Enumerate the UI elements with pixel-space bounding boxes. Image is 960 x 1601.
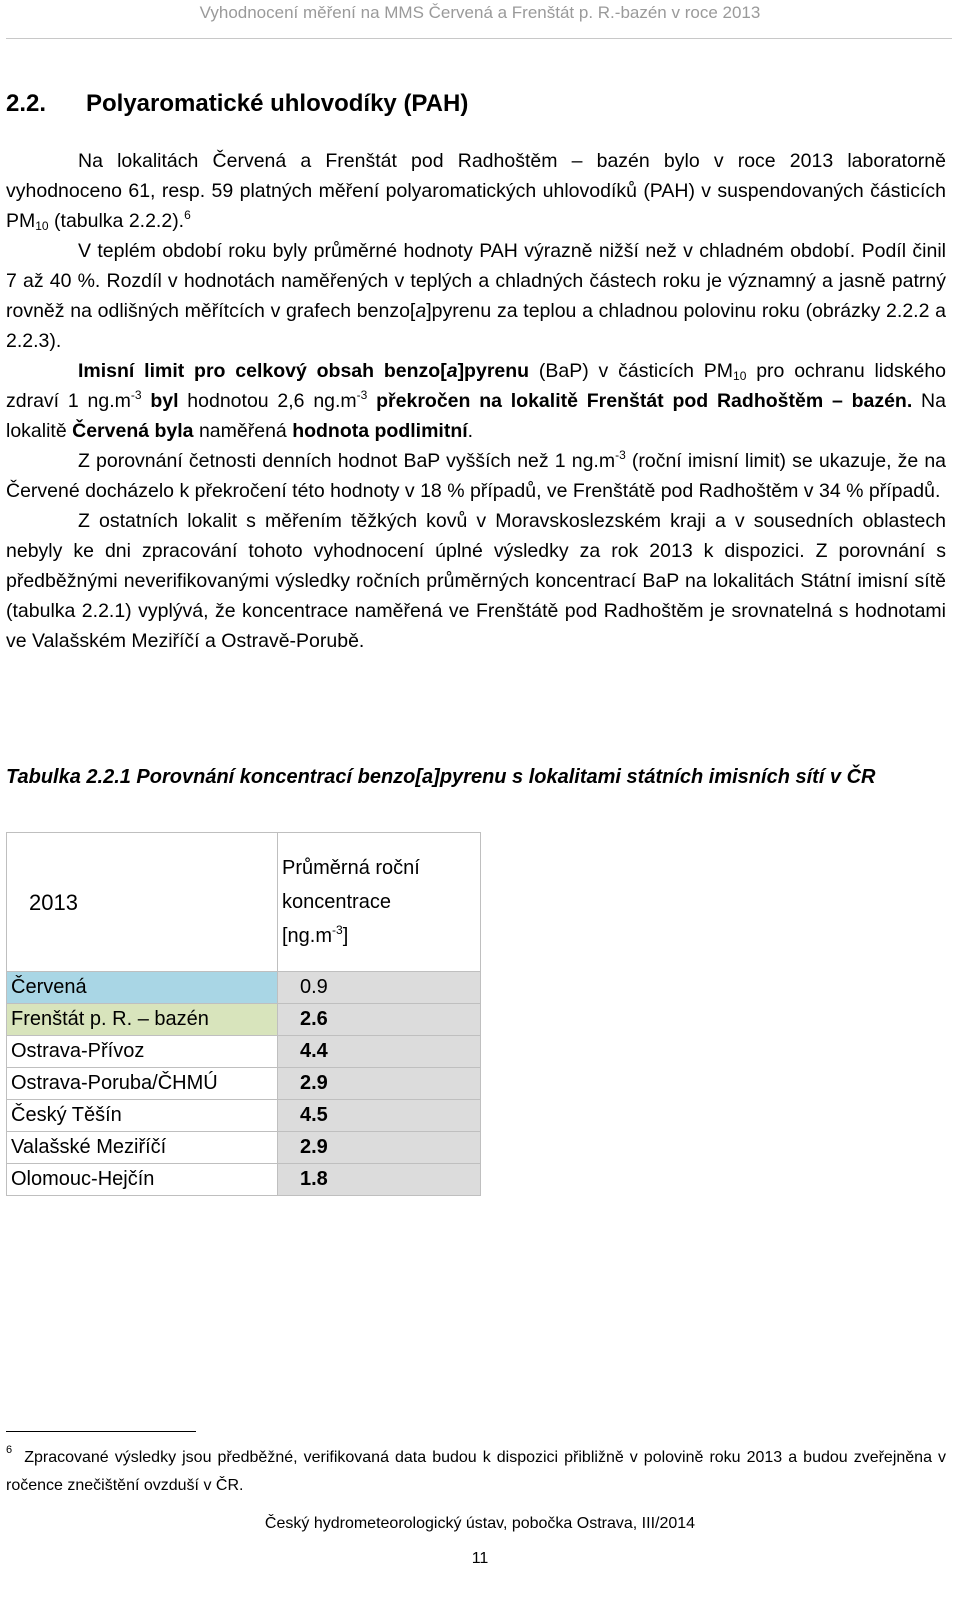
value-header-line2: koncentrace <box>282 891 391 913</box>
site-name-cell: Frenštát p. R. – bazén <box>7 1004 278 1036</box>
site-name-cell: Červená <box>7 972 278 1004</box>
paragraph-5 <box>6 506 946 656</box>
para3-bold3: překročen na lokalitě Frenštát pod Radhoštěm – bazén. <box>367 390 913 412</box>
section-title: Polyaromatické uhlovodíky (PAH) <box>86 90 469 117</box>
table-body <box>7 972 481 1196</box>
para3-sub: 10 <box>733 369 747 383</box>
para3-t3: hodnotou 2,6 ng.m <box>178 390 357 412</box>
site-name-cell: Český Těšín <box>7 1100 278 1132</box>
para1-sub: 10 <box>35 219 49 233</box>
table-row <box>7 1068 481 1100</box>
table-row <box>7 1100 481 1132</box>
para3-bold5: hodnota podlimitní <box>292 420 468 442</box>
para3-bold4: Červená byla <box>72 420 194 442</box>
header-divider <box>6 38 952 39</box>
para4-sup: -3 <box>615 448 626 462</box>
para1-text-b: (tabulka 2.2.2). <box>48 210 185 232</box>
page-header <box>0 0 960 42</box>
para2-text-a: V teplém období roku byly průměrné hodnoty PAH výrazně nižší než v chladném období. Podíl činil 7 až 40 %. Rozdíl v hodnotách naměřených v teplých a chladných částech roku je významný a jasně patrný rovněž na odlišných měřítcích v grafech benzo[ <box>6 240 946 322</box>
concentration-cell: 2.6 <box>278 1004 481 1036</box>
value-header-unit: [ng.m <box>282 925 333 947</box>
table-row <box>7 1164 481 1196</box>
para4-text-a: Z porovnání četnosti denních hodnot BaP vyšších než 1 ng.m <box>78 450 616 472</box>
para4-text-b: (roční imisní limit) se ukazuje, že na Červené docházelo k překročení této hodnoty v 18 % případů, ve Frenštátě pod Radhoštěm v 34 % případů. <box>6 450 947 502</box>
footnote-ref: 6 <box>184 208 191 222</box>
para2-text-b: ]pyrenu za teplou a chladnou polovinu roku (obrázky 2.2.2 a 2.2.3). <box>6 300 946 352</box>
paragraph-2 <box>6 236 946 356</box>
para3-sup1: -3 <box>130 388 142 402</box>
para3-t6: . <box>467 420 474 442</box>
footnote-number: 6 <box>6 1444 13 1456</box>
para3-bold-italic: a <box>446 360 458 382</box>
section-number: 2.2. <box>6 90 47 117</box>
paragraph-1 <box>6 146 946 236</box>
para1-text-a: Na lokalitách Červená a Frenštát pod Radhoštěm – bazén bylo v roce 2013 laboratorně vyhodnoceno 61, resp. 59 platných měření polyaromatických uhlovodíků (PAH) v suspendovaných částicích PM <box>6 150 946 232</box>
concentration-cell: 2.9 <box>278 1068 481 1100</box>
site-name-cell: Ostrava-Přívoz <box>7 1036 278 1068</box>
value-header <box>278 833 481 972</box>
paragraph-3 <box>6 356 946 446</box>
header-title: Vyhodnocení měření na MMS Červená a Frenštát p. R.-bazén v roce 2013 <box>199 3 761 22</box>
site-name-cell: Ostrava-Poruba/ČHMÚ <box>7 1068 278 1100</box>
page-footer: Český hydrometeorologický ústav, pobočka Ostrava, III/2014 <box>264 1515 696 1532</box>
para3-t1: (BaP) v částicích PM <box>529 360 734 382</box>
table-row <box>7 1036 481 1068</box>
footnote <box>6 1444 946 1500</box>
site-name-cell: Olomouc-Hejčín <box>7 1164 278 1196</box>
year-header: 2013 <box>7 833 278 972</box>
concentration-cell: 4.5 <box>278 1100 481 1132</box>
table-row <box>7 1004 481 1036</box>
para3-bold1-end: ]pyrenu <box>457 360 530 382</box>
para3-bold2: byl <box>141 390 179 412</box>
para3-t5: naměřená <box>193 420 293 442</box>
para3-t4: Na lokalitě <box>6 390 946 442</box>
value-header-line1: Průměrná roční <box>282 857 420 879</box>
para3-t2: pro ochranu lidského zdraví 1 ng.m <box>6 360 947 412</box>
concentration-cell: 4.4 <box>278 1036 481 1068</box>
footnote-divider <box>6 1431 196 1432</box>
value-header-end: ] <box>342 925 349 947</box>
table-row <box>7 1132 481 1164</box>
footnote-text: Zpracované výsledky jsou předběžné, verifikovaná data budou k dispozici přibližně v polovině roku 2013 a budou zveřejněna v ročence znečištění ovzduší v ČR. <box>6 1449 947 1494</box>
bap-comparison-table <box>6 832 481 1196</box>
para5-text: Z ostatních lokalit s měřením těžkých kovů v Moravskoslezském kraji a v sousedních oblastech nebyly ke dni zpracování tohoto vyhodnocení úplné výsledky za rok 2013 k dispozici. Z porovnání s předběžnými neverifikovanými výsledky ročních průměrných koncentrací BaP na lokalitách Státní imisní sítě (tabulka 2.2.1) vyplývá, že koncentrace naměřená ve Frenštátě pod Radhoštěm je srovnatelná s hodnotami ve Valašském Meziříčí a Ostravě-Porubě. <box>6 510 946 652</box>
value-header-sup: -3 <box>332 923 343 937</box>
site-name-cell: Valašské Meziříčí <box>7 1132 278 1164</box>
para2-italic: a <box>415 300 427 322</box>
table-header-row <box>7 833 481 972</box>
para3-sup2: -3 <box>356 388 368 402</box>
body-text <box>6 146 946 656</box>
page-number: 11 <box>471 1550 489 1567</box>
table-caption: Tabulka 2.2.1 Porovnání koncentrací benzo[a]pyrenu s lokalitami státních imisních sítí v ČR <box>6 766 876 788</box>
table-row <box>7 972 481 1004</box>
paragraph-4 <box>6 446 946 506</box>
concentration-cell: 0.9 <box>278 972 481 1004</box>
concentration-cell: 2.9 <box>278 1132 481 1164</box>
section-heading <box>6 88 468 120</box>
para3-bold1: Imisní limit pro celkový obsah benzo[ <box>78 360 447 382</box>
concentration-cell: 1.8 <box>278 1164 481 1196</box>
